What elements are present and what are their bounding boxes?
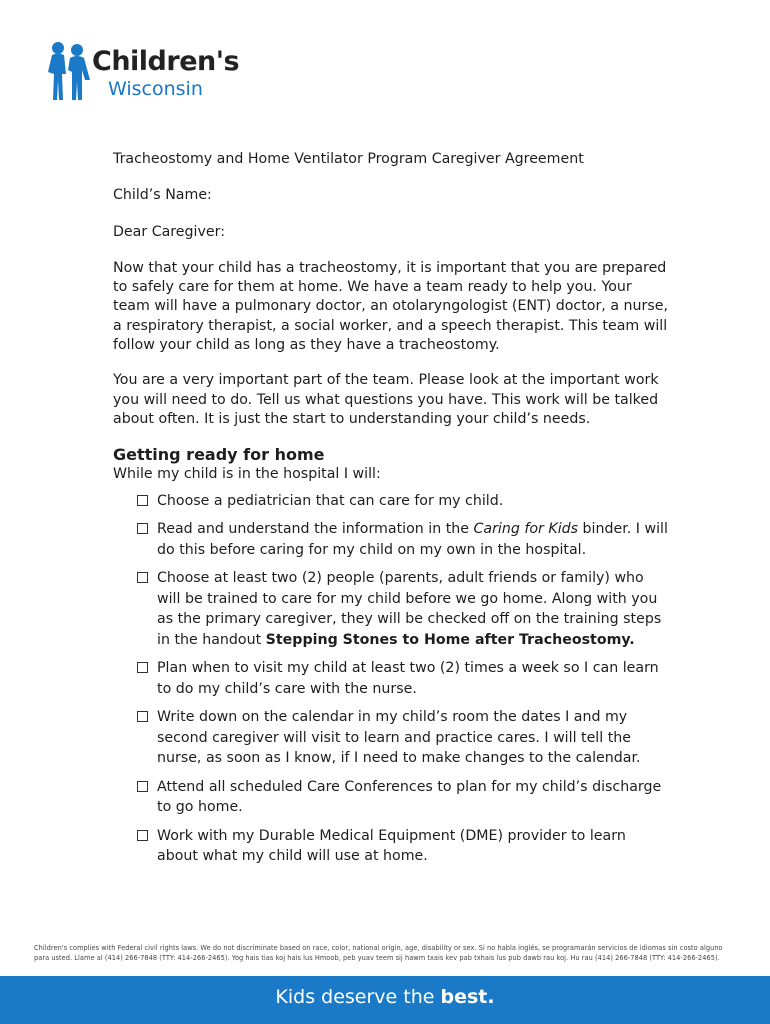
nondiscrimination-notice: Children's complies with Federal civil rights laws. We do not discriminate based on race, color, national origin, age, disability or sex. Si no habla inglés, se programarán servicios de idiomas sin costo alguno para usted. Llame al (414) 266-7848 (TTY: 414-266-2465). Yog hais tias koj hais lus Hmoob, peb yuav teem sij hawm txais kev pab txhais lus pub dawb rau koj. Hu rau (414) 266-7848 (TTY: 414-266-2465). [34,944,723,962]
checklist-item-text: Plan when to visit my child at least two (2) times a week so I can learn to do my child’s care with the nurse. [157,660,659,697]
checklist-item [137,707,668,769]
team-paragraph: You are a very important part of the team. Please look at the important work you will need to do. Tell us what questions you have. This work will be talked about often. It is just the start to understanding your child’s needs. [113,372,659,427]
checkbox[interactable] [137,711,148,722]
checkbox[interactable] [137,523,148,534]
checklist-item-text: Read and understand the information in the Caring for Kids binder. I will do this before caring for my child on my own in the hospital. [157,521,668,558]
logo-wordmark-wisconsin: Wisconsin [108,78,203,100]
checkbox[interactable] [137,495,148,506]
logo-wordmark-childrens: Children's [92,46,240,77]
childrens-wisconsin-logo [44,40,244,106]
checklist-item [137,658,668,699]
document-title: Tracheostomy and Home Ventilator Program Caregiver Agreement [113,151,584,167]
checklist-item-text: Write down on the calendar in my child’s room the dates I and my second caregiver will visit to learn and practice cares. I will tell the nurse, as soon as I know, if I need to make changes to the calendar. [157,709,641,767]
footer-bar [0,976,770,1024]
greeting: Dear Caregiver: [113,223,225,240]
intro-paragraph: Now that your child has a tracheostomy, it is important that you are prepared to safely care for them at home. We have a team ready to help you. Your team will have a pulmonary doctor, an otolaryngologist (ENT) doctor, a nurse, a respiratory therapist, a social worker, and a speech therapist. This team will follow your child as long as they have a tracheostomy. [113,259,668,354]
document-body [113,150,668,875]
checklist-item-text: Choose at least two (2) people (parents, adult friends or family) who will be trained to care for my child before we go home. Along with you as the primary caregiver, they will be checked off on the training steps in the handout Stepping Stones to Home after Tracheostomy. [157,570,662,648]
checklist-item-text: Work with my Durable Medical Equipment (DME) provider to learn about what my child will use at home. [157,827,626,865]
handout-name: Stepping Stones to Home after Tracheostomy. [265,631,635,648]
checklist-item [137,777,668,818]
binder-name: Caring for Kids [473,521,579,538]
checkbox[interactable] [137,662,148,673]
child-name-label: Child’s Name: [113,187,212,204]
checklist-item [137,491,668,512]
checkbox[interactable] [137,781,148,792]
section-heading: Getting ready for home [113,445,325,465]
checklist-item [137,568,668,650]
checkbox[interactable] [137,830,148,841]
checklist-item [137,826,668,867]
checklist-item-text: Attend all scheduled Care Conferences to plan for my child’s discharge to go home. [157,778,662,816]
checklist-item-text: Choose a pediatrician that can care for my child. [157,492,504,509]
checklist [137,491,668,867]
checkbox[interactable] [137,572,148,583]
footer-tagline: Kids deserve the best. [275,986,495,1008]
section-intro: While my child is in the hospital I will: [113,466,381,483]
children-figures-icon [44,40,94,104]
checklist-item [137,519,668,560]
